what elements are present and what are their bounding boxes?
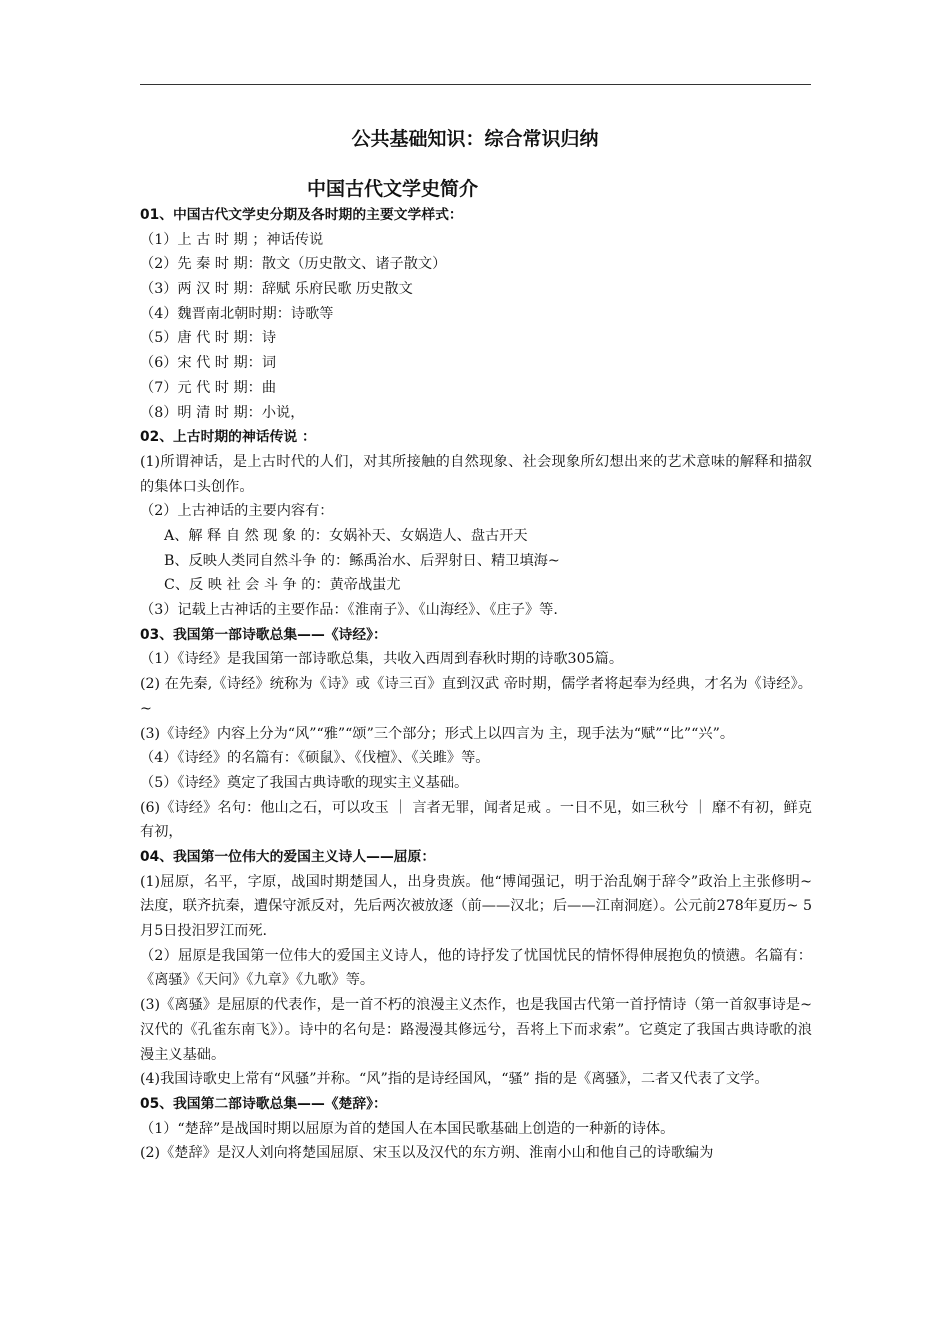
- list-item: （1）上 古 时 期 ；神话传说: [140, 231, 324, 248]
- paragraph: （2）屈原是我国第一位伟大的爱国主义诗人，他的诗抒发了忧国忧民的情怀得伸展抱负的愤懑。名篇有：《离骚》《天问》《九章》《九歌》等。: [140, 947, 812, 989]
- list-item: C、反 映 社 会 斗 争 的：黄帝战蚩尤: [164, 577, 401, 594]
- paragraph: (6)《诗经》名句：他山之石，可以攻玉 ｜ 言者无罪，闻者足戒 。一日不见，如三秋兮 ｜ 靡不有初，鲜克有初，: [140, 799, 812, 841]
- list-item: （6）宋 代 时 期：词: [140, 355, 277, 372]
- list-item: B、反映人类同自然斗争 的：鲧禹治水、后羿射日、精卫填海~: [164, 552, 560, 569]
- paragraph: (1)屈原，名平，字原，战国时期楚国人，出身贵族。他“博闻强记，明于治乱娴于辞令”政治上主张修明~ 法度，联齐抗秦，遭保守派反对，先后两次被放逐（前——汉北；后——江南洞庭）。公元前278年夏历~ 5月5日投汨罗江而死.: [140, 873, 812, 940]
- document-title: 公共基础知识：综合常识归纳: [351, 128, 599, 150]
- paragraph: （5）《诗经》奠定了我国古典诗歌的现实主义基础。: [140, 774, 469, 791]
- paragraph: (2) 在先秦,《诗经》统称为《诗》或《诗三百》直到汉武 帝时期，儒学者将起奉为经典，才名为《诗经》。~: [140, 676, 812, 717]
- list-item: A、解 释 自 然 现 象 的：女娲补天、女娲造人、盘古开天: [164, 527, 528, 544]
- list-item: （4）魏晋南北朝时期：诗歌等: [140, 305, 334, 322]
- paragraph: （1）《诗经》是我国第一部诗歌总集，共收入西周到春秋时期的诗歌305篇。: [140, 651, 624, 668]
- list-item: （5）唐 代 时 期：诗: [140, 330, 277, 347]
- paragraph: (3)《诗经》内容上分为“风”“雅”“颂”三个部分；形式上以四言为 主，现手法为“赋”“比”“兴”。: [140, 725, 735, 742]
- section-heading-02: 02、上古时期的神话传说 ：: [140, 429, 316, 446]
- list-item: （7）元 代 时 期：曲: [140, 379, 277, 396]
- paragraph: (3)《离骚》是屈原的代表作，是一首不朽的浪漫主义杰作，也是我国古代第一首抒情诗（第一首叙事诗是~ 汉代的《孔雀东南飞》）。诗中的名句是：路漫漫其修远兮，吾将上下而求索”。它奠定了我国古典诗歌的浪漫主义基础。: [140, 997, 812, 1063]
- list-item: （8）明 清 时 期：小说，: [140, 404, 305, 421]
- section-heading-05: 05、我国第二部诗歌总集——《楚辞》：: [140, 1096, 387, 1112]
- section-title: 中国古代文学史简介: [307, 178, 479, 200]
- paragraph: (1)所谓神话，是上古时代的人们，对其所接触的自然现象、社会现象所幻想出来的艺术意味的解释和描叙的集体口头创作。: [140, 453, 812, 495]
- paragraph: （1）“楚辞”是战国时期以屈原为首的楚国人在本国民歌基础上创造的一种新的诗体。: [140, 1120, 675, 1137]
- document-body: [140, 203, 812, 1166]
- section-heading-03: 03、我国第一部诗歌总集——《诗经》：: [140, 626, 387, 643]
- section-heading-01: 01、中国古代文学史分期及各时期的主要文学样式：: [140, 207, 463, 223]
- section-heading-04: 04、我国第一位伟大的爱国主义诗人——屈原：: [140, 848, 436, 865]
- paragraph: （3）记载上古神话的主要作品：《淮南子》、《山海经》、《庄子》等.: [140, 602, 558, 619]
- header-rule: [140, 84, 811, 85]
- list-item: （2）先 秦 时 期：散文（历史散文、诸子散文）: [140, 256, 447, 273]
- paragraph: （2）上古神话的主要内容有：: [140, 503, 334, 520]
- list-item: （3）两 汉 时 期：辞赋 乐府民歌 历史散文: [140, 281, 413, 298]
- paragraph: （4）《诗经》的名篇有：《硕鼠》、《伐檀》、《关雎》等。: [140, 750, 490, 767]
- paragraph: (2)《楚辞》是汉人刘向将楚国屈原、宋玉以及汉代的东方朔、淮南小山和他自己的诗歌编为: [140, 1145, 714, 1162]
- paragraph: (4)我国诗歌史上常有“风骚”并称。“风”指的是诗经国风，“骚” 指的是《离骚》，二者又代表了文学。: [140, 1071, 769, 1088]
